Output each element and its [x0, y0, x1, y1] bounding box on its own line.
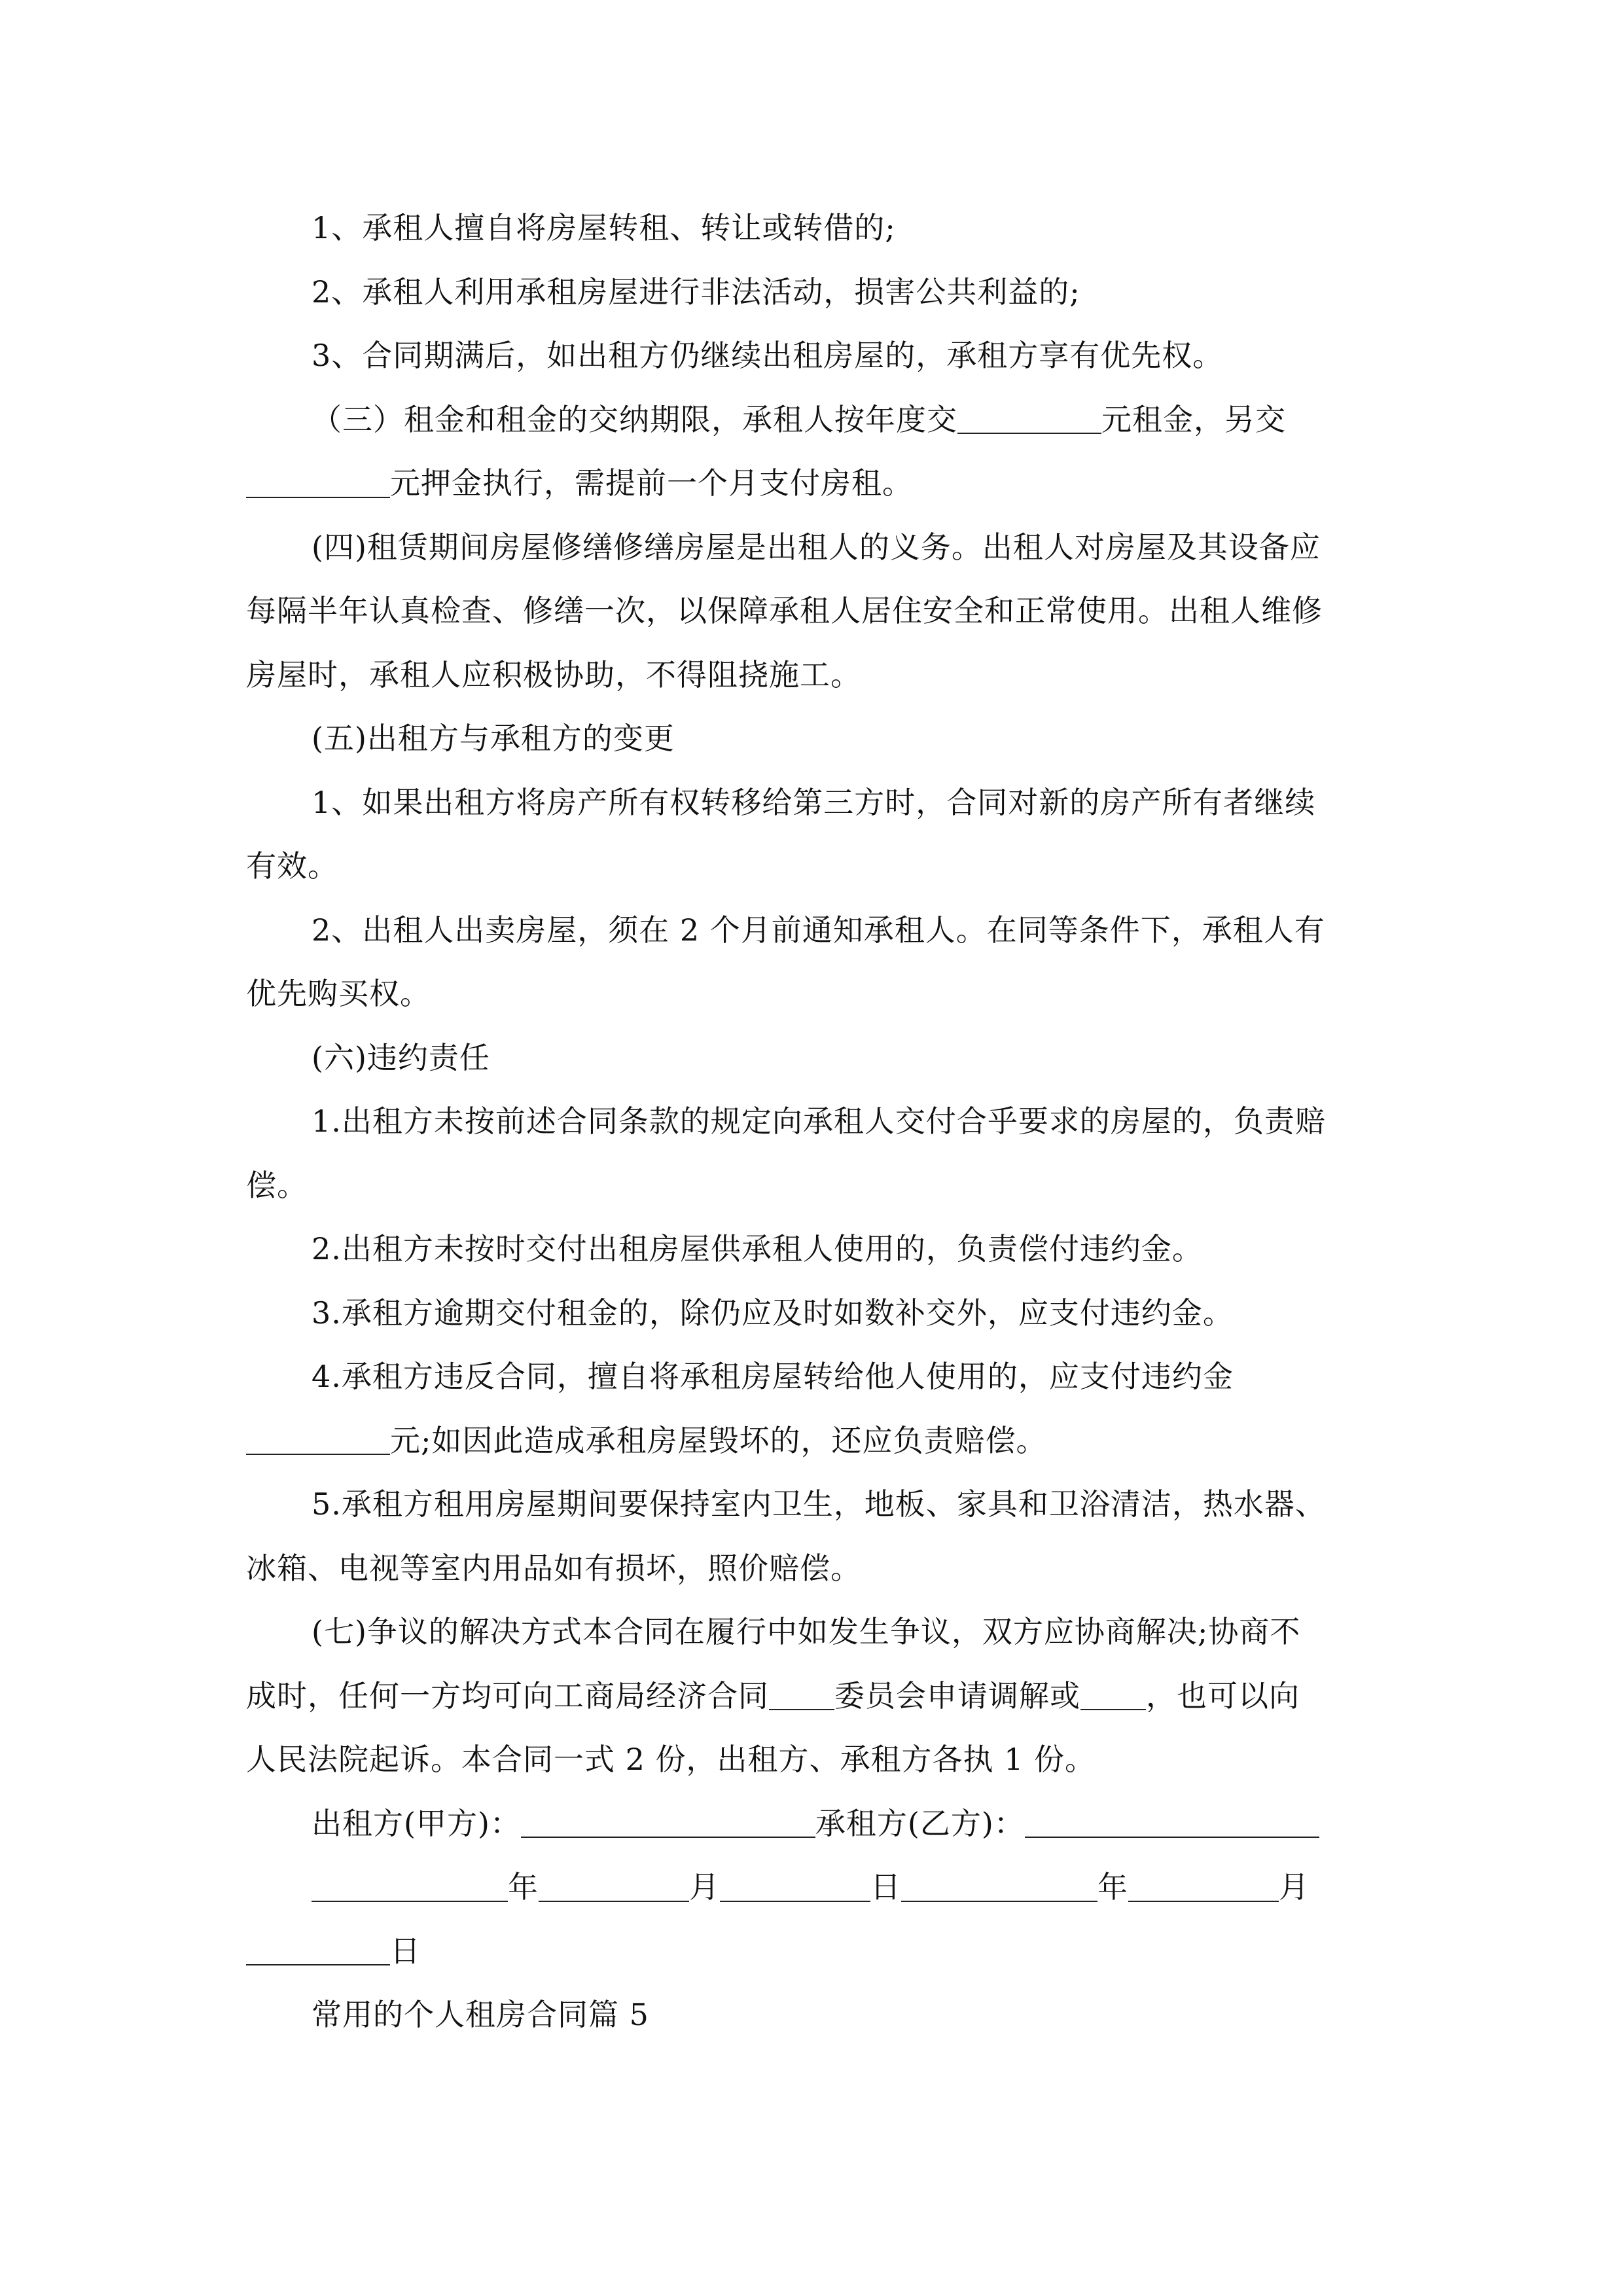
penalty-blank [246, 1424, 390, 1455]
next-contract-title: 常用的个人租房合同篇 5 [312, 1997, 649, 2032]
penalty-line [246, 1409, 1378, 1473]
lessor-signature-blank [521, 1806, 815, 1838]
day-label: 日 [870, 1869, 901, 1905]
month-blank [539, 1871, 689, 1902]
clause-line: 4.承租方违反合同，擅自将承租房屋转给他人使用的，应支付违约金 [312, 1359, 1234, 1394]
clause-line: 2、承租人利用承租房屋进行非法活动，损害公共利益的; [312, 274, 1080, 310]
year-blank [901, 1871, 1097, 1902]
date-line [246, 1856, 1378, 1920]
paragraph-line: 人民法院起诉。本合同一式 2 份，出租方、承租方各执 1 份。 [246, 1742, 1096, 1777]
rent-terms-line [246, 388, 1378, 452]
deposit-text: 元押金执行，需提前一个月支付房租。 [390, 465, 913, 501]
clause-line: 偿。 [246, 1167, 308, 1203]
annual-rent-blank [957, 403, 1101, 434]
court-blank [1080, 1679, 1146, 1710]
committee-blank [769, 1679, 834, 1710]
dispute-text: 委员会申请调解或 [834, 1677, 1080, 1713]
year-label: 年 [1097, 1869, 1128, 1905]
day-blank [720, 1871, 870, 1902]
paragraph-line: 每隔半年认真检查、修缮一次，以保障承租人居住安全和正常使用。出租人维修 [246, 593, 1323, 628]
section-heading: (五)出租方与承租方的变更 [312, 721, 675, 756]
clause-line: 3、合同期满后，如出租方仍继续出租房屋的，承租方享有优先权。 [312, 338, 1224, 373]
lessor-label: 出租方(甲方)： [312, 1805, 521, 1841]
lessee-label: 承租方(乙方)： [815, 1805, 1025, 1841]
year-label: 年 [508, 1869, 539, 1905]
contract-page [246, 196, 1378, 2047]
clause-line: 3.承租方逾期交付租金的，除仍应及时如数补交外，应支付违约金。 [312, 1295, 1234, 1331]
clause-line: 有效。 [246, 848, 338, 884]
clause-line: 2、出租人出卖房屋，须在 2 个月前通知承租人。在同等条件下，承租人有 [312, 912, 1325, 948]
dispute-text: 成时，任何一方均可向工商局经济合同 [246, 1677, 769, 1713]
signature-line [246, 1792, 1378, 1856]
penalty-text: 元;如因此造成承租房屋毁坏的，还应负责赔偿。 [390, 1422, 1047, 1458]
deposit-line [246, 452, 1378, 516]
month-label: 月 [1279, 1869, 1310, 1905]
dispute-line [246, 1664, 1378, 1729]
paragraph-line: 房屋时，承租人应积极协助，不得阻挠施工。 [246, 656, 861, 692]
section-heading: (七)争议的解决方式本合同在履行中如发生争议，双方应协商解决;协商不 [312, 1614, 1301, 1649]
section-heading: (四)租赁期间房屋修缮修缮房屋是出租人的义务。出租人对房屋及其设备应 [312, 529, 1321, 565]
rent-terms-text: （三）租金和租金的交纳期限，承租人按年度交 [312, 401, 957, 437]
clause-line: 1、承租人擅自将房屋转租、转让或转借的; [312, 210, 896, 245]
section-heading: (六)违约责任 [312, 1039, 490, 1075]
deposit-blank [246, 467, 390, 498]
clause-line: 1、如果出租方将房产所有权转移给第三方时，合同对新的房产所有者继续 [312, 784, 1316, 820]
clause-line: 优先购买权。 [246, 976, 431, 1011]
day-blank [246, 1934, 390, 1965]
month-label: 月 [689, 1869, 720, 1905]
date-line-end [246, 1920, 1378, 1984]
year-blank [312, 1871, 508, 1902]
clause-line: 1.出租方未按前述合同条款的规定向承租人交付合乎要求的房屋的，负责赔 [312, 1103, 1326, 1139]
dispute-text: ，也可以向 [1146, 1677, 1300, 1713]
clause-line: 5.承租方租用房屋期间要保持室内卫生，地板、家具和卫浴清洁，热水器、 [312, 1486, 1326, 1522]
clause-line: 冰箱、电视等室内用品如有损坏，照价赔偿。 [246, 1550, 861, 1586]
month-blank [1128, 1871, 1279, 1902]
rent-terms-text: 元租金，另交 [1101, 401, 1286, 437]
lessee-signature-blank [1025, 1806, 1319, 1838]
day-label: 日 [390, 1933, 421, 1969]
clause-line: 2.出租方未按时交付出租房屋供承租人使用的，负责偿付违约金。 [312, 1231, 1203, 1266]
